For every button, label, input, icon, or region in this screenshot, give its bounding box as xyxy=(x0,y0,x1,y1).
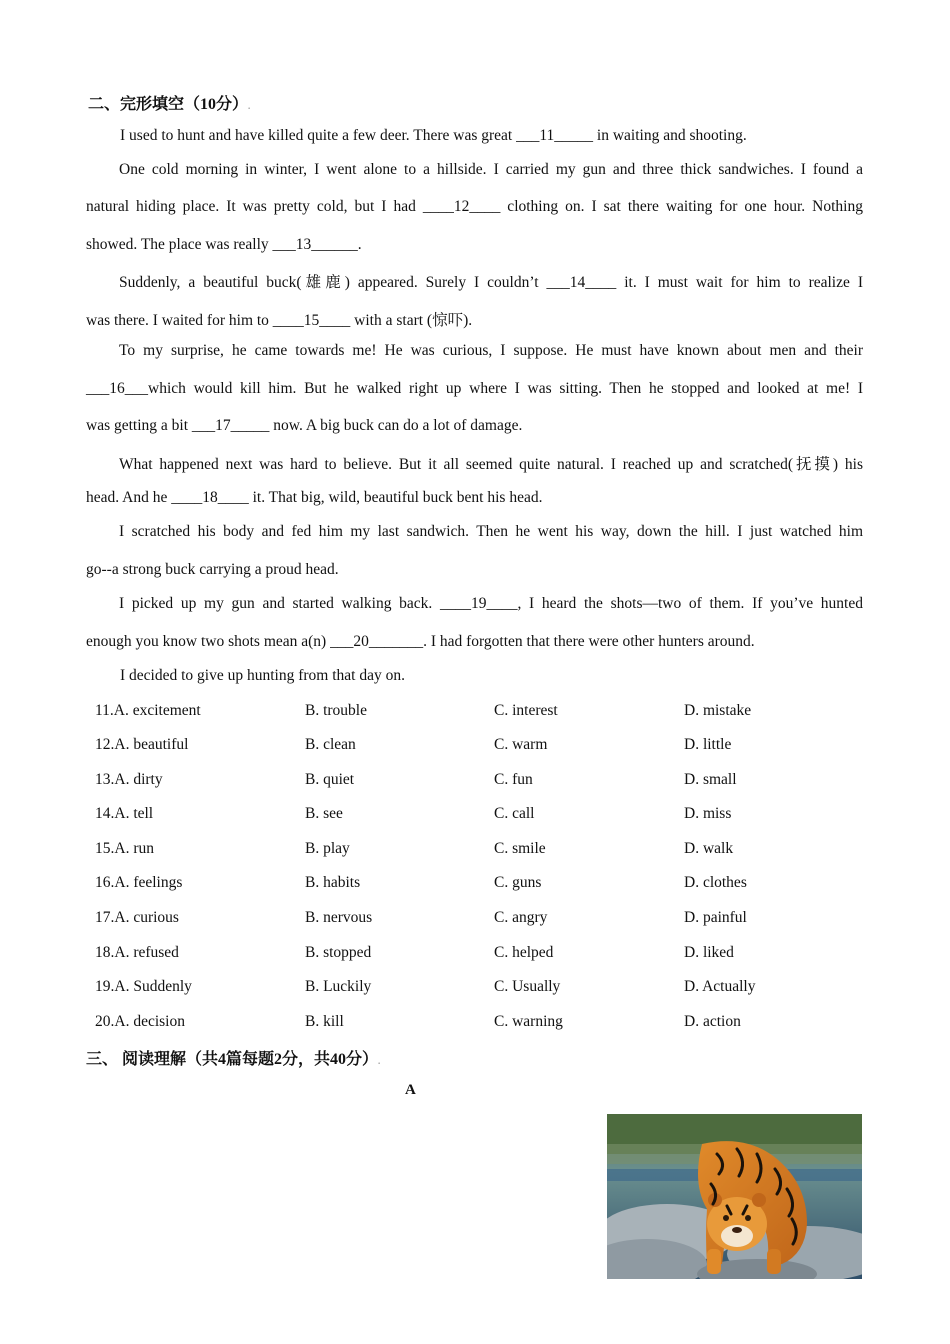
cloze-paragraph-3-line-2: was there. I waited for him to ____15____ with a start (惊吓). xyxy=(86,312,473,329)
cloze-paragraph-1: I used to hunt and have killed quite a few deer. There was great ___11_____ in waiting and shooting. xyxy=(120,127,747,144)
cloze-paragraph-8: I decided to give up hunting from that day on. xyxy=(120,667,405,684)
option-18-c: C. helped xyxy=(494,944,554,961)
option-16-c: C. guns xyxy=(494,874,542,891)
option-12-c: C. warm xyxy=(494,736,548,753)
passage-a-label: A xyxy=(405,1082,416,1098)
option-13-d: D. small xyxy=(684,771,737,788)
option-12-d: D. little xyxy=(684,736,732,753)
option-13-c: C. fun xyxy=(494,771,533,788)
option-14-c: C. call xyxy=(494,805,535,822)
cloze-paragraph-5-line-1: What happened next was hard to believe. But it all seemed quite natural. I reached up and scratched(抚摸) his xyxy=(119,456,863,473)
option-17-c: C. angry xyxy=(494,909,548,926)
cloze-paragraph-4-line-1: To my surprise, he came towards me! He was curious, I suppose. He must have known about men and their xyxy=(119,342,863,359)
option-19-c: C. Usually xyxy=(494,978,561,995)
option-15-c: C. smile xyxy=(494,840,546,857)
tiger-photo xyxy=(607,1114,862,1279)
option-19-a: 19.A. Suddenly xyxy=(95,978,192,995)
option-16-d: D. clothes xyxy=(684,874,747,891)
option-15-a: 15.A. run xyxy=(95,840,154,857)
option-12-b: B. clean xyxy=(305,736,356,753)
cloze-paragraph-2-line-3: showed. The place was really ___13______. xyxy=(86,236,362,253)
option-13-b: B. quiet xyxy=(305,771,355,788)
option-15-d: D. walk xyxy=(684,840,734,857)
option-11-a: 11.A. excitement xyxy=(95,702,201,719)
option-17-d: D. painful xyxy=(684,909,747,926)
option-20-d: D. action xyxy=(684,1013,741,1030)
option-15-b: B. play xyxy=(305,840,350,857)
cloze-paragraph-4-line-2: ___16___which would kill him. But he walked right up where I was sitting. Then he stopped and looked at me! I xyxy=(86,380,863,397)
option-19-d: D. Actually xyxy=(684,978,756,995)
cloze-paragraph-6-line-1: I scratched his body and fed him my last sandwich. Then he went his way, down the hill. I just watched him xyxy=(119,523,863,540)
option-20-a: 20.A. decision xyxy=(95,1013,185,1030)
option-12-a: 12.A. beautiful xyxy=(95,736,189,753)
option-11-c: C. interest xyxy=(494,702,558,719)
cloze-paragraph-6-line-2: go--a strong buck carrying a proud head. xyxy=(86,561,339,578)
option-18-a: 18.A. refused xyxy=(95,944,179,961)
cloze-paragraph-2-line-2: natural hiding place. It was pretty cold, but I had ____12____ clothing on. I sat there waiting for one hour. Nothing xyxy=(86,198,863,215)
option-11-b: B. trouble xyxy=(305,702,367,719)
option-13-a: 13.A. dirty xyxy=(95,771,163,788)
cloze-paragraph-4-line-3: was getting a bit ___17_____ now. A big buck can do a lot of damage. xyxy=(86,417,523,434)
section-3-heading: 三、 阅读理解（共4篇每题2分，共40分）. xyxy=(86,1051,381,1068)
option-11-d: D. mistake xyxy=(684,702,752,719)
option-20-c: C. warning xyxy=(494,1013,563,1030)
cloze-paragraph-3-line-1: Suddenly, a beautiful buck(雄鹿) appeared. Surely I couldn’t ___14____ it. I must wait for him to realize I xyxy=(119,274,863,291)
option-17-a: 17.A. curious xyxy=(95,909,179,926)
option-14-a: 14.A. tell xyxy=(95,805,154,822)
option-16-a: 16.A. feelings xyxy=(95,874,183,891)
option-18-b: B. stopped xyxy=(305,944,372,961)
option-14-d: D. miss xyxy=(684,805,732,822)
option-14-b: B. see xyxy=(305,805,343,822)
option-16-b: B. habits xyxy=(305,874,361,891)
cloze-paragraph-7-line-1: I picked up my gun and started walking back. ____19____, I heard the shots—two of them. If you’ve hunted xyxy=(119,595,863,612)
cloze-paragraph-5-line-2: head. And he ____18____ it. That big, wild, beautiful buck bent his head. xyxy=(86,489,543,506)
option-17-b: B. nervous xyxy=(305,909,373,926)
option-18-d: D. liked xyxy=(684,944,734,961)
section-2-heading: 二、完形填空（10分）. xyxy=(88,96,251,113)
option-19-b: B. Luckily xyxy=(305,978,372,995)
cloze-paragraph-7-line-2: enough you know two shots mean a(n) ___20_______. I had forgotten that there were other hunters around. xyxy=(86,633,755,650)
option-20-b: B. kill xyxy=(305,1013,344,1030)
cloze-paragraph-2-line-1: One cold morning in winter, I went alone to a hillside. I carried my gun and three thick sandwiches. I found a xyxy=(119,161,863,178)
